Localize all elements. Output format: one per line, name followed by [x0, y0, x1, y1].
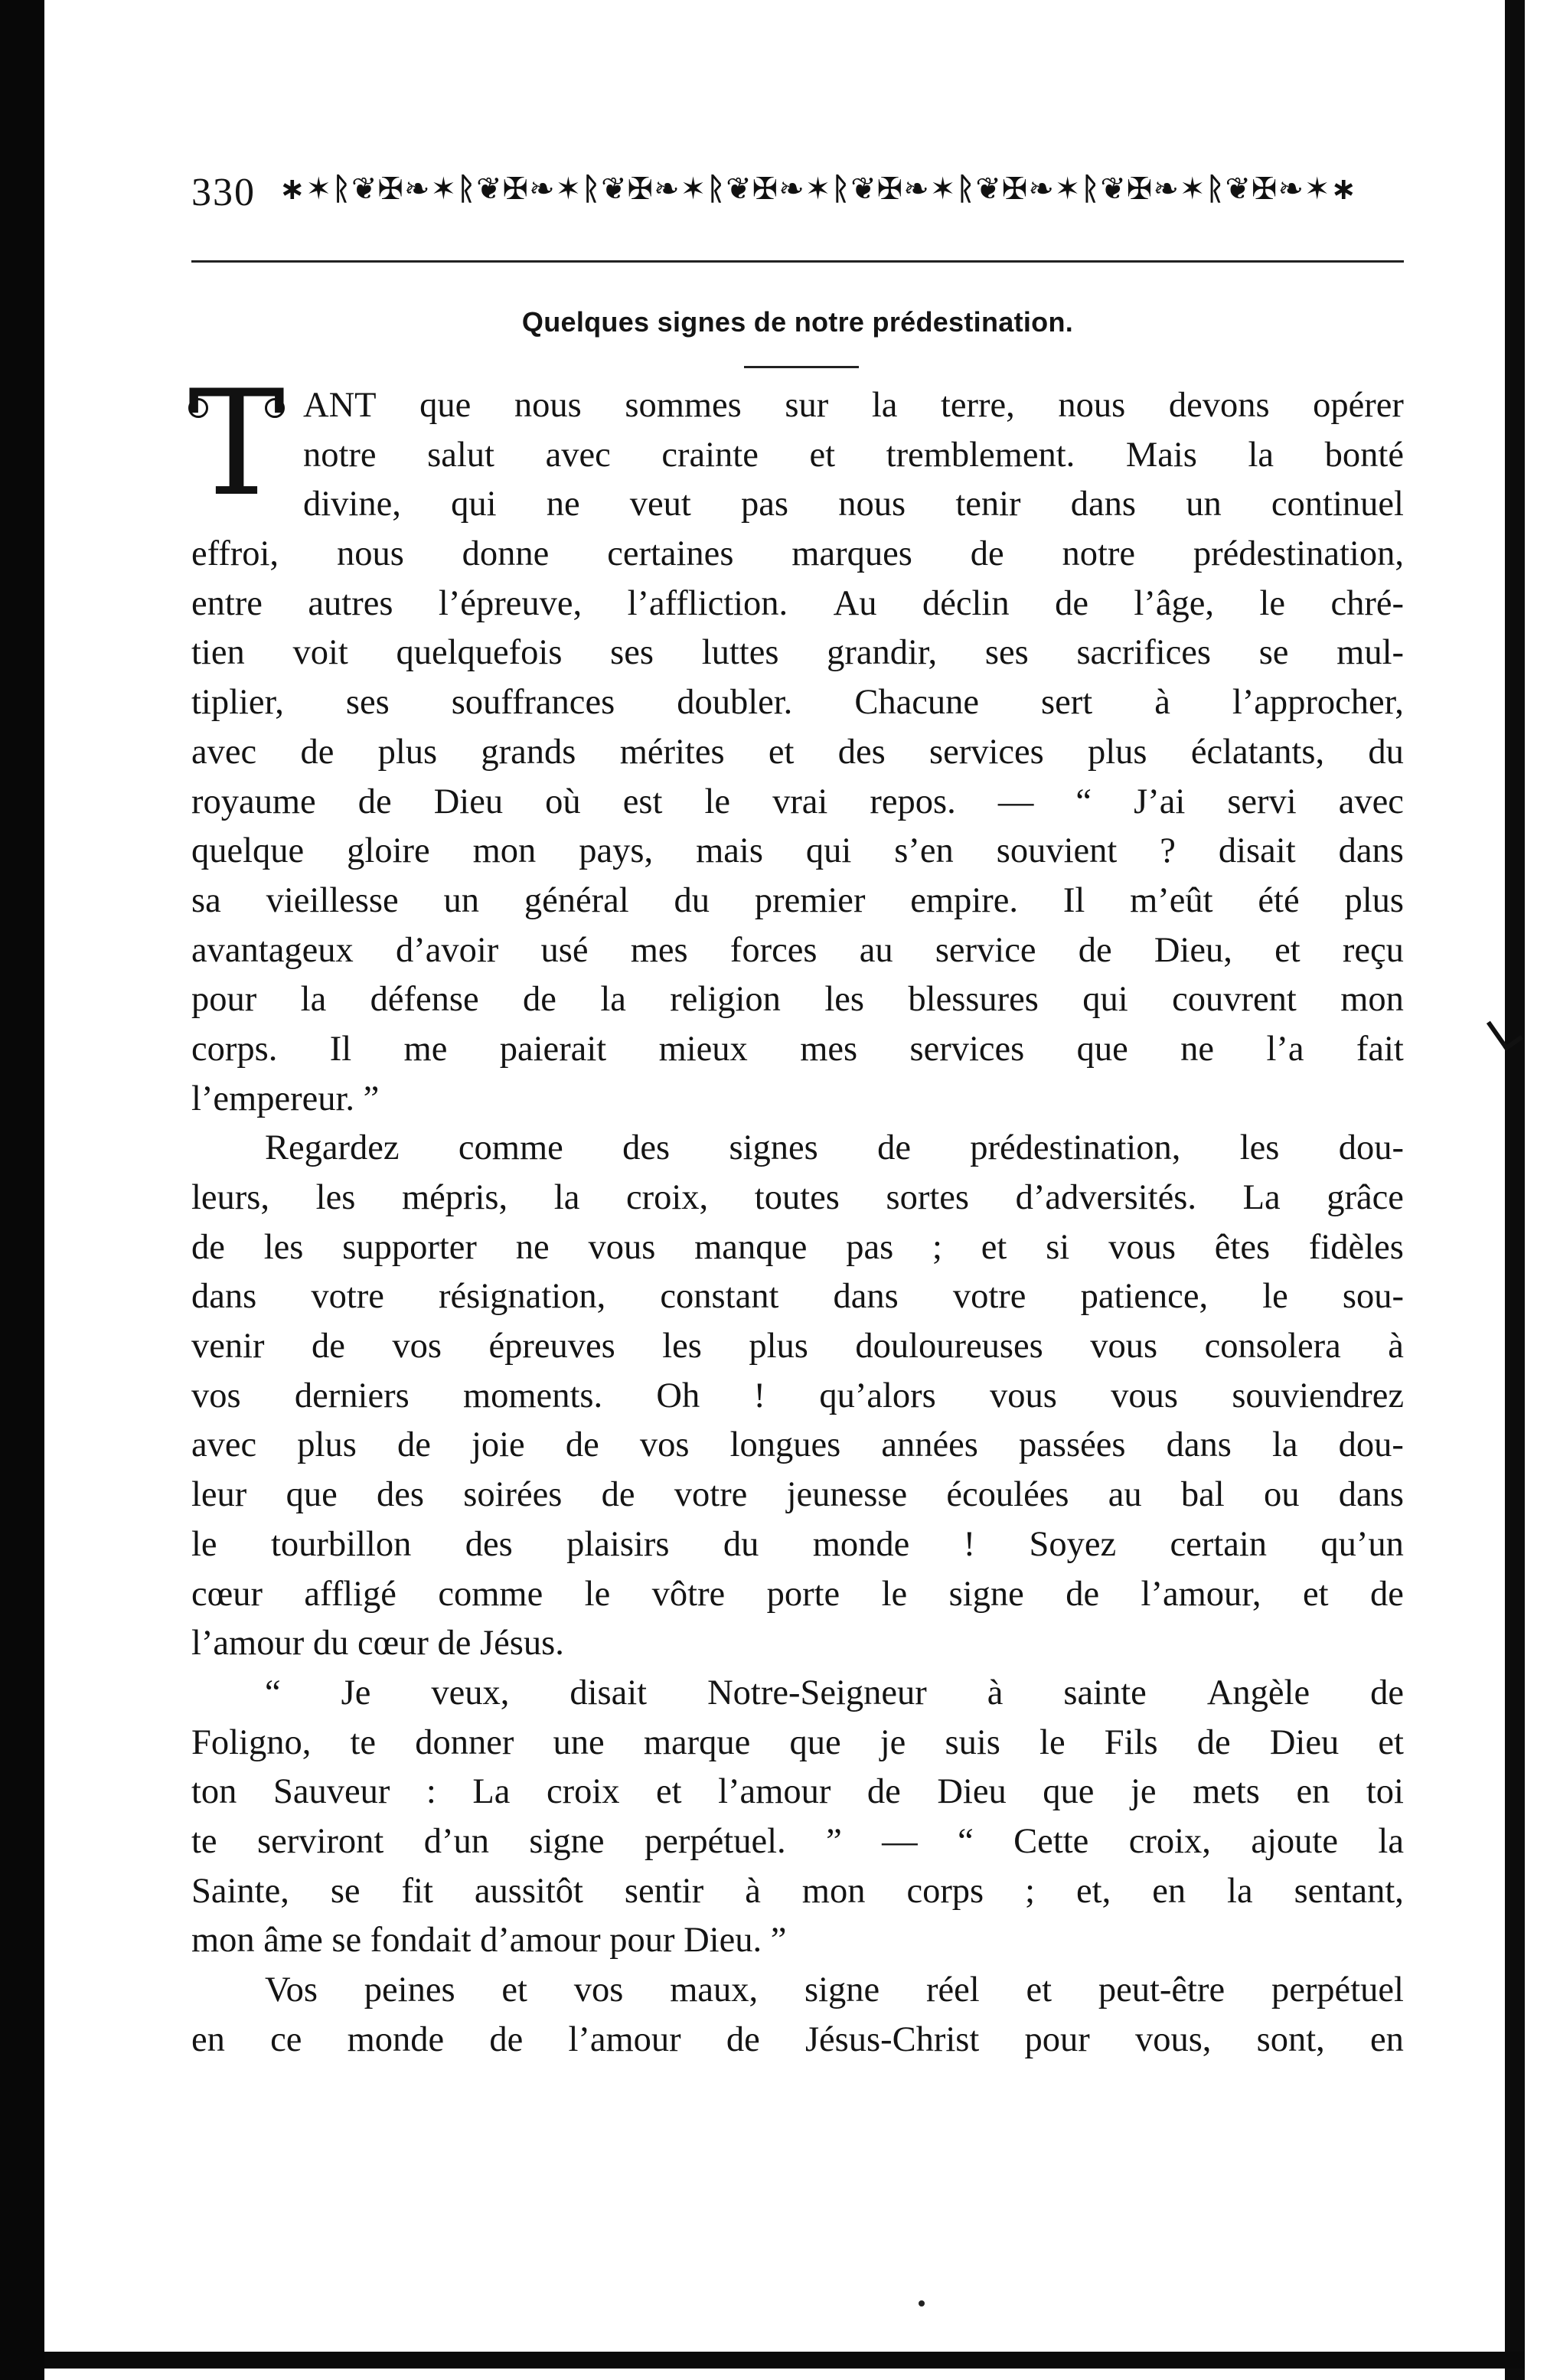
- text-line: royaume de Dieu où est le vrai repos. — “ J’ai servi avec: [191, 782, 1404, 821]
- header-rule: [191, 260, 1404, 263]
- text-line: l’empereur. ”: [191, 1079, 380, 1118]
- text-line: divine, qui ne veut pas nous tenir dans un continuel: [303, 485, 1404, 524]
- text-line: Sainte, se fit aussitôt sentir à mon corps ; et, en la sentant,: [191, 1871, 1404, 1911]
- text-line: pour la défense de la religion les blessures qui couvrent mon: [191, 980, 1404, 1020]
- text-line: te serviront d’un signe perpétuel. ” — “ Cette croix, ajoute la: [191, 1821, 1404, 1861]
- scan-right-border: [1505, 0, 1525, 2380]
- text-line: ton Sauveur : La croix et l’amour de Dieu que je mets en toi: [191, 1772, 1404, 1812]
- text-line: le tourbillon des plaisirs du monde ! Soyez certain qu’un: [191, 1524, 1404, 1564]
- section-title: Quelques signes de notre prédestination.: [521, 306, 1074, 338]
- text-line: en ce monde de l’amour de Jésus-Christ pour vous, sont, en: [191, 2019, 1404, 2059]
- drop-cap-initial: T: [188, 359, 286, 528]
- text-line: Foligno, te donner une marque que je suis le Fils de Dieu et: [191, 1722, 1404, 1762]
- text-line: vos derniers moments. Oh ! qu’alors vous vous souviendrez: [191, 1376, 1404, 1415]
- body-text: [188, 359, 1404, 2065]
- scan-left-border: [0, 0, 44, 2380]
- text-line: tiplier, ses souffrances doubler. Chacune sert à l’approcher,: [191, 683, 1404, 723]
- text-line: avantageux d’avoir usé mes forces au service de Dieu, et reçu: [191, 930, 1404, 970]
- running-header: [191, 153, 1404, 222]
- title-underline: [744, 366, 859, 368]
- page-number: 330: [191, 171, 256, 214]
- text-line: effroi, nous donne certaines marques de notre prédestination,: [191, 534, 1404, 574]
- text-line: notre salut avec crainte et tremblement. Mais la bonté: [303, 435, 1404, 475]
- text-line: mon âme se fondait d’amour pour Dieu. ”: [191, 1921, 787, 1960]
- text-line: “ Je veux, disait Notre-Seigneur à sainte Angèle de: [265, 1673, 1404, 1712]
- ink-dot: [919, 2300, 925, 2307]
- text-line: cœur affligé comme le vôtre porte le signe de l’amour, et de: [191, 1574, 1404, 1614]
- text-line: ANT que nous sommes sur la terre, nous devons opérer: [303, 386, 1404, 425]
- text-line: tien voit quelquefois ses luttes grandir, ses sacrifices se mul-: [191, 633, 1404, 673]
- text-line: corps. Il me paierait mieux mes services que ne l’a fait: [191, 1029, 1404, 1069]
- book-page: [188, 153, 1404, 2059]
- text-line: dans votre résignation, constant dans votre patience, le sou-: [191, 1277, 1404, 1317]
- text-line: l’amour du cœur de Jésus.: [191, 1624, 564, 1663]
- text-line: Regardez comme des signes de prédestination, les dou-: [265, 1128, 1404, 1168]
- text-line: Vos peines et vos maux, signe réel et peut-être perpétuel: [265, 1970, 1404, 2009]
- header-ornament: ∗✶ᚱ❦✠❧✶ᚱ❦✠❧✶ᚱ❦✠❧✶ᚱ❦✠❧✶ᚱ❦✠❧✶ᚱ❦✠❧✶ᚱ❦✠❧✶ᚱ❦✠❧✶∗: [279, 171, 1358, 207]
- text-line: leurs, les mépris, la croix, toutes sortes d’adversités. La grâce: [191, 1178, 1404, 1217]
- text-line: entre autres l’épreuve, l’affliction. Au déclin de l’âge, le chré-: [191, 583, 1404, 623]
- text-line: venir de vos épreuves les plus douloureuses vous consolera à: [191, 1327, 1404, 1366]
- text-line: leur que des soirées de votre jeunesse écoulées au bal ou dans: [191, 1475, 1404, 1515]
- scan-bottom-border: [44, 2352, 1525, 2369]
- text-line: avec de plus grands mérites et des services plus éclatants, du: [191, 732, 1404, 772]
- text-line: quelque gloire mon pays, mais qui s’en souvient ? disait dans: [191, 831, 1404, 871]
- text-line: avec plus de joie de vos longues années passées dans la dou-: [191, 1425, 1404, 1465]
- text-line: de les supporter ne vous manque pas ; et si vous êtes fidèles: [191, 1227, 1404, 1267]
- text-line: sa vieillesse un général du premier empire. Il m’eût été plus: [191, 880, 1404, 920]
